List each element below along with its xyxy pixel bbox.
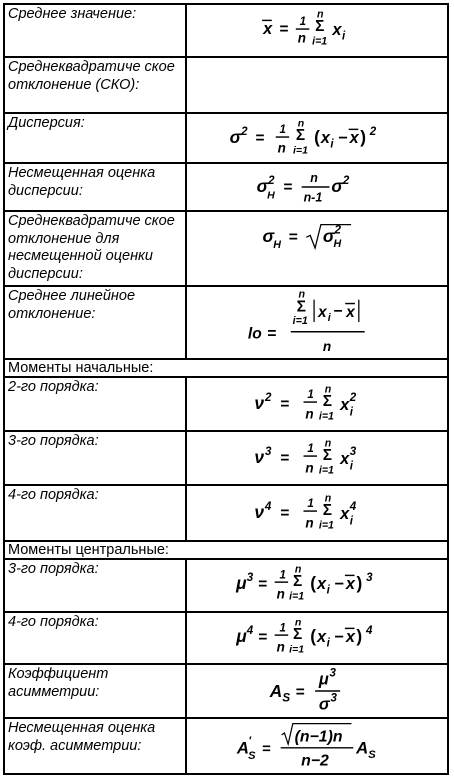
svg-text:n: n: [322, 339, 332, 355]
svg-text:3: 3: [265, 446, 272, 459]
svg-text:n: n: [298, 288, 306, 301]
svg-text:=: =: [258, 575, 268, 593]
label-asymmetry: Коэффициент асимметрии:: [5, 665, 187, 717]
svg-text:σ: σ: [318, 695, 330, 714]
formula-linear-deviation: [187, 287, 447, 358]
svg-text:=: =: [267, 325, 277, 343]
svg-text:A: A: [236, 738, 250, 758]
row-initial-moment-4: [3, 484, 449, 540]
formula-central-moment-4: [187, 613, 447, 663]
svg-text:σ: σ: [256, 175, 269, 196]
svg-text:ν: ν: [254, 392, 265, 413]
svg-text:x: x: [346, 304, 355, 322]
label-initial-moment-2: 2-го порядка:: [5, 378, 187, 430]
svg-text:n: n: [294, 563, 302, 576]
svg-text:4: 4: [366, 625, 373, 638]
svg-text:S: S: [248, 750, 256, 763]
svg-text:=: =: [280, 504, 290, 522]
svg-text:H: H: [273, 239, 281, 252]
svg-text:i=1: i=1: [312, 35, 328, 48]
formula-initial-moment-2: [187, 378, 447, 430]
row-variance: [3, 112, 449, 162]
svg-text:n: n: [305, 406, 314, 422]
formula-initial-moment-4: [187, 486, 447, 540]
label-unbiased-asymmetry: Несмещенная оценка коэф. асимметрии:: [5, 719, 187, 773]
svg-text:Σ: Σ: [322, 446, 333, 464]
section-initial-moments-title: Моменты начальные:: [8, 360, 154, 376]
svg-text:x: x: [345, 574, 355, 593]
label-mean: Среднее значение:: [5, 5, 187, 56]
svg-text:i=1: i=1: [289, 590, 305, 603]
svg-text:σ: σ: [322, 226, 335, 247]
svg-text:(: (: [310, 572, 317, 593]
svg-text:n: n: [297, 117, 305, 130]
svg-text:n: n: [297, 30, 306, 46]
svg-text:3: 3: [366, 572, 373, 585]
svg-text:x: x: [317, 304, 327, 322]
svg-text:x: x: [349, 128, 359, 147]
row-initial-moment-2: [3, 376, 449, 430]
label-variance: Дисперсия:: [5, 114, 187, 162]
svg-text:n: n: [324, 383, 332, 396]
svg-text:lo: lo: [247, 325, 262, 343]
label-initial-moment-4: 4-го порядка:: [5, 486, 187, 540]
row-initial-moment-3: [3, 430, 449, 484]
svg-text:−: −: [333, 303, 343, 321]
svg-text:2: 2: [268, 175, 275, 188]
svg-text:): ): [356, 625, 363, 646]
svg-text:x: x: [317, 627, 327, 646]
svg-text:i=1: i=1: [318, 410, 334, 423]
svg-text:Σ: Σ: [322, 501, 333, 519]
svg-text:=: =: [262, 741, 271, 758]
svg-text:4: 4: [264, 501, 272, 514]
row-sko: [3, 56, 449, 112]
svg-text:H: H: [333, 238, 342, 251]
svg-text:2: 2: [265, 392, 272, 405]
row-mean: [3, 3, 449, 56]
svg-text:x: x: [332, 20, 342, 39]
svg-text:=: =: [279, 20, 289, 38]
svg-text:n: n: [276, 586, 285, 602]
svg-text:i: i: [326, 637, 330, 650]
svg-text:1: 1: [279, 124, 286, 137]
svg-text:4: 4: [349, 501, 357, 514]
row-linear-deviation: [3, 285, 449, 358]
svg-text:2: 2: [349, 392, 357, 405]
svg-text:σ: σ: [331, 175, 343, 196]
svg-text:n: n: [277, 140, 286, 156]
svg-text:S: S: [368, 749, 376, 762]
formula-unbiased-sko: [187, 212, 447, 285]
svg-text:): ): [360, 126, 366, 147]
svg-text:i: i: [342, 30, 346, 43]
svg-text:=: =: [258, 628, 268, 646]
svg-text:A: A: [356, 738, 369, 758]
svg-text:=: =: [288, 229, 298, 247]
svg-text:3: 3: [349, 446, 357, 459]
svg-text:1: 1: [279, 569, 286, 582]
svg-text:(n−1)n: (n−1)n: [294, 728, 343, 746]
svg-text:−: −: [338, 128, 348, 147]
section-central-moments: [3, 540, 449, 558]
svg-text:σ: σ: [229, 126, 242, 147]
formula-unbiased-variance: [187, 164, 447, 210]
formula-sko-empty: [187, 58, 447, 112]
svg-text:n: n: [317, 8, 324, 21]
row-unbiased-variance: [3, 162, 449, 210]
svg-text:=: =: [283, 178, 293, 196]
svg-text:4: 4: [246, 625, 254, 638]
svg-text:n: n: [324, 492, 332, 505]
svg-text:ν: ν: [254, 446, 265, 467]
svg-text:i: i: [327, 312, 331, 325]
svg-text:x: x: [345, 627, 355, 646]
row-central-moment-3: [3, 558, 449, 611]
svg-text:n: n: [276, 639, 285, 655]
svg-text:ν: ν: [254, 501, 264, 522]
svg-text:A: A: [269, 680, 283, 701]
svg-text:x: x: [340, 449, 350, 468]
svg-text:=: =: [280, 449, 290, 467]
svg-text:2: 2: [334, 223, 342, 237]
svg-text:): ): [356, 572, 363, 593]
svg-text:−: −: [334, 574, 344, 593]
formula-unbiased-asymmetry: [187, 719, 447, 773]
section-central-moments-title: Моменты центральные:: [8, 542, 169, 558]
svg-text:i=1: i=1: [292, 314, 308, 327]
row-central-moment-4: [3, 611, 449, 663]
svg-text:3: 3: [246, 572, 254, 585]
svg-text:Σ: Σ: [295, 126, 306, 144]
svg-text:μ: μ: [236, 572, 247, 593]
svg-text:1: 1: [307, 389, 314, 402]
svg-text:μ: μ: [318, 670, 329, 689]
svg-text:=: =: [295, 683, 305, 701]
label-unbiased-variance: Несмещенная оценка дисперсии:: [5, 164, 187, 210]
svg-text:′: ′: [249, 735, 252, 748]
svg-text:1: 1: [307, 498, 314, 511]
svg-text:1: 1: [279, 622, 286, 635]
formula-variance: [187, 114, 447, 162]
svg-text:x: x: [320, 128, 330, 147]
svg-text:n: n: [305, 515, 314, 531]
svg-text:2: 2: [241, 126, 248, 139]
svg-text:S: S: [282, 692, 291, 705]
svg-text:x: x: [317, 574, 327, 593]
svg-text:x: x: [263, 19, 273, 38]
svg-text:2: 2: [342, 175, 350, 188]
svg-text:=: =: [255, 129, 265, 147]
label-central-moment-4: 4-го порядка:: [5, 613, 187, 663]
svg-text:i=1: i=1: [318, 464, 334, 477]
svg-text:x: x: [340, 504, 350, 523]
svg-text:i=1: i=1: [289, 643, 305, 656]
row-asymmetry: [3, 663, 449, 717]
svg-text:σ: σ: [262, 226, 275, 247]
label-sko: Среднеквадратиче ское отклонение (СКО):: [5, 58, 187, 112]
row-unbiased-sko: [3, 210, 449, 285]
svg-text:i: i: [330, 138, 334, 151]
svg-text:1: 1: [307, 443, 314, 456]
svg-text:n−2: n−2: [301, 752, 329, 770]
row-unbiased-asymmetry: [3, 717, 449, 775]
svg-text:=: =: [280, 395, 290, 413]
svg-text:Σ: Σ: [296, 298, 306, 316]
svg-text:(: (: [314, 126, 320, 147]
label-central-moment-3: 3-го порядка:: [5, 560, 187, 611]
svg-text:3: 3: [329, 667, 336, 680]
label-unbiased-sko: Среднеквадратиче ское отклонение для несмещенной оценки дисперсии:: [5, 212, 187, 285]
svg-text:i: i: [349, 406, 353, 419]
label-linear-deviation: Среднее линейное отклонение:: [5, 287, 187, 358]
svg-text:i=1: i=1: [293, 144, 308, 157]
section-initial-moments: [3, 358, 449, 376]
formula-central-moment-3: [187, 560, 447, 611]
svg-text:i=1: i=1: [318, 519, 334, 532]
svg-text:μ: μ: [236, 625, 247, 646]
svg-text:Σ: Σ: [292, 572, 303, 590]
formula-asymmetry: [187, 665, 447, 717]
svg-text:n-1: n-1: [303, 190, 323, 205]
formula-initial-moment-3: [187, 432, 447, 484]
svg-text:Σ: Σ: [315, 17, 325, 35]
svg-text:x: x: [340, 395, 350, 414]
svg-text:n: n: [310, 171, 318, 186]
svg-text:i: i: [349, 460, 353, 473]
label-initial-moment-3: 3-го порядка:: [5, 432, 187, 484]
svg-text:1: 1: [299, 16, 307, 29]
svg-text:(: (: [310, 625, 317, 646]
svg-text:i: i: [349, 515, 354, 528]
svg-text:−: −: [334, 627, 344, 646]
svg-text:n: n: [324, 437, 332, 450]
svg-text:H: H: [267, 189, 275, 202]
svg-text:n: n: [294, 616, 302, 629]
svg-text:Σ: Σ: [322, 392, 333, 410]
svg-text:Σ: Σ: [292, 625, 303, 643]
svg-text:2: 2: [369, 126, 377, 139]
formula-mean: [187, 5, 447, 56]
svg-text:n: n: [305, 460, 314, 476]
svg-text:3: 3: [330, 692, 337, 705]
svg-text:i: i: [326, 584, 330, 597]
